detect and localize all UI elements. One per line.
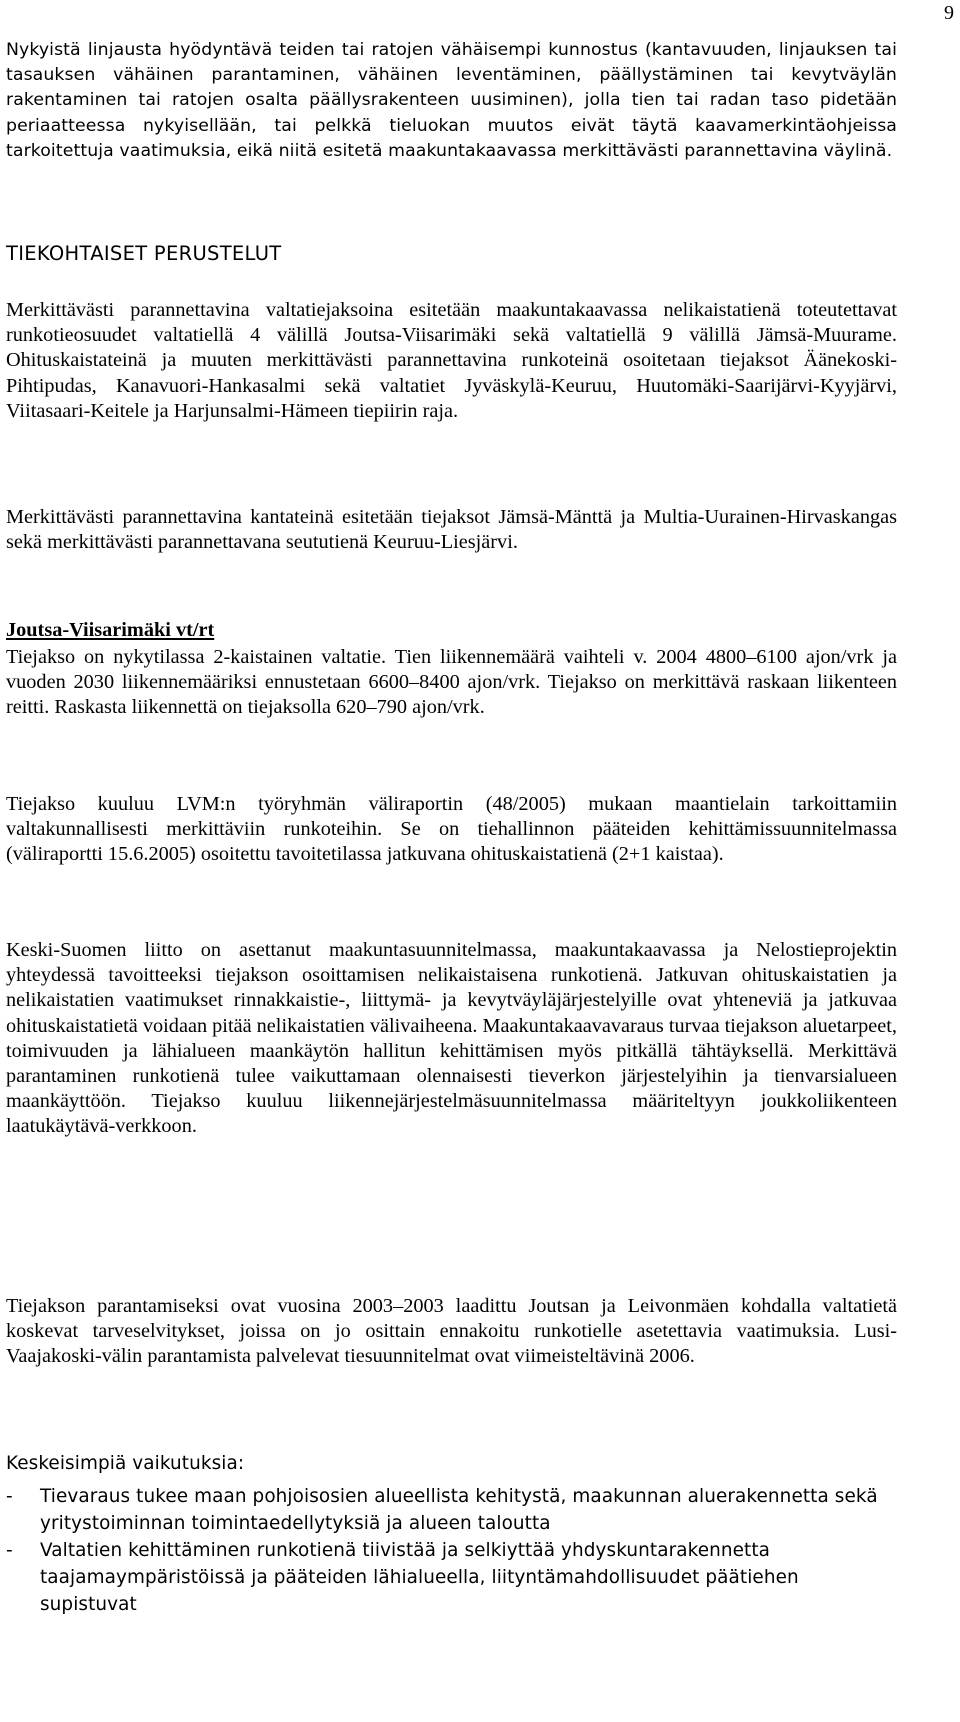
effects-list <box>6 1483 897 1618</box>
effects-list-item <box>6 1537 897 1618</box>
subheading-block <box>6 618 897 643</box>
paragraph-6: Tiejakson parantamiseksi ovat vuosina 2003–2003 laadittu Joutsan ja Leivonmäen kohdalla valtatietä koskevat tarveselvitykset, joissa on jo osittain ennakoitu runkotielle asetettavia vaatimuksia. Lusi-Vaajakoski-välin parantamista palvelevat tiesuunnitelmat ovat viimeisteltävinä 2006. <box>6 1295 897 1368</box>
paragraph-3-block <box>6 645 897 721</box>
intro-paragraph: Nykyistä linjausta hyödyntävä teiden tai ratojen vähäisempi kunnostus (kantavuuden, linjauksen tai tasauksen vähäinen parantaminen, vähäinen leventäminen, päällystäminen tai kevytväylän rakentaminen tai ratojen osalta päällysrakenteen uusiminen), jolla tien tai radan taso pidetään periaatteessa nykyisellään, tai pelkkä tieluokan muutos eivät täytä kaavamerkintäohjeissa tarkoitettuja vaatimuksia, eikä niitä esitetä maakuntakaavassa merkittävästi parannettavina väylinä. <box>6 40 897 161</box>
paragraph-3: Tiejakso on nykytilassa 2-kaistainen valtatie. Tien liikennemäärä vaihteli v. 2004 4800–6100 ajon/vrk ja vuoden 2030 liikennemääriksi ennustetaan 6600–8400 ajon/vrk. Tiejakso on merkittävä raskaan liikenteen reitti. Raskasta liikennettä on tiejaksolla 620–790 ajon/vrk. <box>6 646 897 719</box>
section-heading: TIEKOHTAISET PERUSTELUT <box>6 242 282 265</box>
effects-heading-block <box>6 1451 897 1476</box>
paragraph-6-block <box>6 1294 897 1370</box>
effects-item-text: Valtatien kehittäminen runkotienä tiivistää ja selkiyttää yhdyskuntarakennetta taajamaympäristöissä ja pääteiden lähialueella, liityntämahdollisuudet päätiehen supistuvat <box>40 1540 799 1615</box>
paragraph-4-block <box>6 792 897 868</box>
paragraph-5: Keski-Suomen liitto on asettanut maakuntasuunnitelmassa, maakuntakaavassa ja Nelostieprojektin yhteydessä tavoitteeksi tiejakson osoittamisen nelikaistaisena runkotienä. Jatkuvan ohituskaistatien ja nelikaistatien vaatimukset rinnakkaistie-, liittymä- ja kevytväyläjärjestelyille ovat yhteneviä ja jatkuvaa ohituskaistatietä voidaan pitää nelikaistatien välivaiheena. Maakuntakaavavaraus turvaa tiejakson aluetarpeet, toimivuuden ja lähialueen maankäytön hallitun kehittämisen myös pitkällä tähtäyksellä. Merkittävä parantaminen runkotienä tulee vaikuttamaan olennaisesti tieverkon järjestelyihin ja tienvarsialueen maankäyttöön. Tiejakso kuuluu liikennejärjestelmäsuunnitelmassa määriteltyyn joukkoliikenteen laatukäytävä-verkkoon. <box>6 939 897 1138</box>
paragraph-5-block <box>6 938 897 1140</box>
paragraph-1-block <box>6 298 897 424</box>
paragraph-1: Merkittävästi parannettavina valtatiejaksoina esitetään maakuntakaavassa nelikaistatienä toteutettavat runkotieosuudet valtatiellä 4 välillä Joutsa-Viisarimäki sekä valtatiellä 9 välillä Jämsä-Muurame. Ohituskaistateinä ja muuten merkittävästi parannettavina runkoteinä osoitetaan tiejaksot Äänekoski-Pihtipudas, Kanavuori-Hankasalmi sekä valtatiet Jyväskylä-Keuruu, Huutomäki-Saarijärvi-Kyyjärvi, Viitasaari-Keitele ja Harjunsalmi-Hämeen tiepiirin raja. <box>6 299 897 422</box>
dash-bullet: - <box>6 1540 13 1561</box>
paragraph-2: Merkittävästi parannettavina kantateinä esitetään tiejaksot Jämsä-Mänttä ja Multia-Uurainen-Hirvaskangas sekä merkittävästi parannettavana seututienä Keuruu-Liesjärvi. <box>6 506 897 554</box>
effects-list-block <box>6 1483 897 1618</box>
paragraph-4: Tiejakso kuuluu LVM:n työryhmän väliraportin (48/2005) mukaan maantielain tarkoittamiin valtakunnallisesti merkittäviin runkoteihin. Se on tiehallinnon pääteiden kehittämissuunnitelmassa (väliraportti 15.6.2005) osoitettu tavoitetilassa jatkuvana ohituskaistatienä (2+1 kaistaa). <box>6 793 897 866</box>
effects-heading: Keskeisimpiä vaikutuksia: <box>6 1453 245 1474</box>
dash-bullet: - <box>6 1486 13 1507</box>
subheading: Joutsa-Viisarimäki vt/rt <box>6 619 215 641</box>
intro-paragraph-block <box>6 38 897 164</box>
effects-list-item <box>6 1483 897 1537</box>
paragraph-2-block <box>6 505 897 555</box>
section-heading-block <box>6 242 897 266</box>
page-number: 9 <box>944 2 954 24</box>
effects-item-text: Tievaraus tukee maan pohjoisosien alueellista kehitystä, maakunnan aluerakennetta sekä yritystoiminnan toimintaedellytyksiä ja alueen taloutta <box>40 1486 878 1534</box>
